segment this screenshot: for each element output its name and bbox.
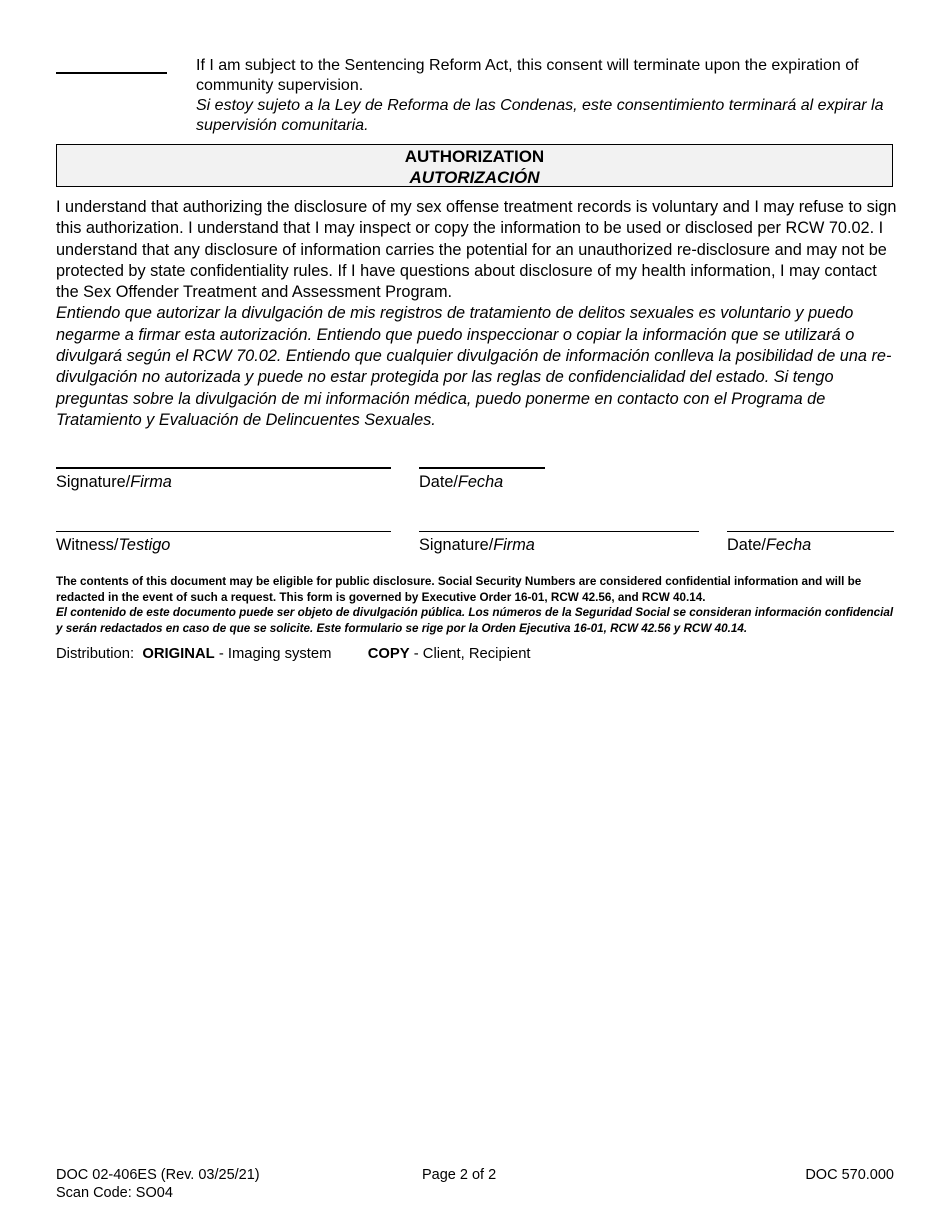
date-label: Date/Fecha (419, 473, 504, 491)
distribution-original: ORIGINAL (142, 646, 215, 662)
scan-code: Scan Code: SO04 (56, 1185, 173, 1201)
authorization-title: AUTHORIZATION (404, 147, 545, 166)
disclosure-notice-spanish: El contenido de este documento puede ser objeto de divulgación pública. Los números de la Seguridad Social se consideran información confidencial y serán redactados en caso de que se solicite. Este formulario se rige por la Orden Ejecutiva 16-01, RCW 42.56 y RCW 40.14. (56, 606, 894, 635)
distribution-copy: COPY (367, 646, 410, 662)
signature-label: Signature/Firma (56, 473, 172, 491)
witness-signature-line[interactable] (419, 531, 699, 532)
witness-date-label: Date/Fecha (727, 536, 812, 554)
disclosure-notice-english: The contents of this document may be eligible for public disclosure. Social Security Numbers are considered confidential information and will be redacted in the event of such a request. This form is governed by Executive Order 16-01, RCW 42.56, and RCW 40.14. (56, 575, 862, 604)
authorization-header (56, 144, 893, 187)
doc-policy-number: DOC 570.000 (805, 1167, 894, 1183)
public-disclosure-notice (56, 574, 898, 636)
authorization-title-spanish: AUTORIZACIÓN (409, 168, 540, 187)
footer-form-info (56, 1166, 260, 1202)
initials-line[interactable] (56, 72, 167, 74)
date-line[interactable] (419, 467, 545, 469)
consent-term-english: If I am subject to the Sentencing Reform Act, this consent will terminate upon the expiration of community supervision. (196, 57, 859, 94)
consent-term-spanish: Si estoy sujeto a la Ley de Reforma de las Condenas, este consentimiento terminará al expirar la supervisión comunitaria. (196, 97, 884, 134)
witness-date-line[interactable] (727, 531, 894, 532)
form-number: DOC 02-406ES (Rev. 03/25/21) (56, 1167, 260, 1183)
witness-line[interactable] (56, 531, 391, 532)
distribution-line: Distribution: ORIGINAL - Imaging system COPY - Client, Recipient (56, 646, 531, 662)
authorization-text (56, 197, 898, 431)
authorization-text-english: I understand that authorizing the disclosure of my sex offense treatment records is voluntary and I may refuse to sign this authorization. I understand that I may inspect or copy the information to be used or disclosed per RCW 70.02. I understand that any disclosure of information carries the potential for an unauthorized re-disclosure and may not be protected by state confidentiality rules. If I have questions about disclosure of my health information, I may contact the Sex Offender Treatment and Assessment Program. (56, 198, 897, 302)
consent-term-text (196, 56, 896, 136)
authorization-text-spanish: Entiendo que autorizar la divulgación de mis registros de tratamiento de delitos sexuales es voluntario y puedo negarme a firmar esta autorización. Entiendo que puedo inspeccionar o copiar la información que se utilizará o divulgará según el RCW 70.02. Entiendo que cualquier divulgación de información conlleva la posibilidad de una re-divulgación no autorizada y puede no estar protegida por las reglas de confidencialidad del estado. Si tengo preguntas sobre la divulgación de mi información médica, puedo ponerme en contacto con el Programa de Tratamiento y Evaluación de Delincuentes Sexuales. (56, 304, 892, 429)
signature-line[interactable] (56, 467, 391, 469)
witness-label: Witness/Testigo (56, 536, 171, 554)
page-number: Page 2 of 2 (422, 1167, 497, 1183)
witness-signature-label: Signature/Firma (419, 536, 535, 554)
